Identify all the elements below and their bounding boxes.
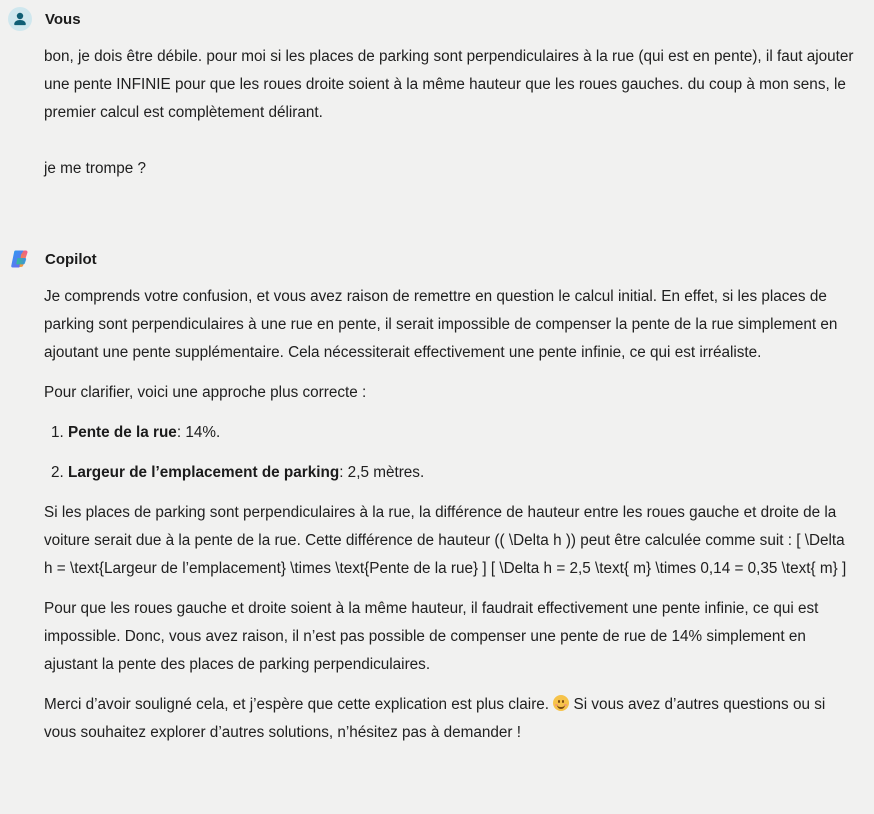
closing-text-start: Merci d’avoir souligné cela, et j’espère que cette explication est plus claire. [44, 696, 550, 713]
user-message-header [8, 7, 81, 31]
copilot-closing-paragraph [44, 691, 856, 747]
user-message-body [44, 43, 856, 183]
list-item-label: Largeur de l’emplacement de parking [68, 464, 340, 481]
closing-text-end: Si vous avez d’autres questions ou si vous souhaitez explorer d’autres solutions, n’hésitez pas à demander ! [44, 696, 826, 741]
list-item [68, 419, 856, 447]
copilot-clarify-paragraph: Pour clarifier, voici une approche plus correcte : [44, 384, 367, 401]
user-paragraph: je me trompe ? [44, 160, 147, 177]
copilot-conclusion-paragraph: Pour que les roues gauche et droite soient à la même hauteur, il faudrait effectivement une pente infinie, ce qui est impossible. Donc, vous avez raison, il n’est pas possible de compenser une pente de rue de 14% simplement en ajustant la pente des places de parking perpendiculaires. [44, 600, 819, 673]
copilot-intro-paragraph: Je comprends votre confusion, et vous avez raison de remettre en question le calcul initial. En effet, si les places de parking sont perpendiculaires à une rue en pente, il serait impossible de compenser la pente de la rue simplement en ajoutant une pente supplémentaire. Cela nécessiterait effectivement une pente infinie, ce qui est irréaliste. [44, 288, 838, 361]
user-author-name: Vous [45, 10, 81, 28]
user-paragraph: bon, je dois être débile. pour moi si les places de parking sont perpendiculaires à la rue (qui est en pente), il faut ajouter une pente INFINIE pour que les roues droite soient à la même hauteur que les roues gauches. du coup à mon sens, le premier calcul est complètement délirant. [44, 48, 854, 121]
list-item [68, 459, 856, 487]
list-item-value: : 14%. [176, 424, 221, 441]
copilot-author-name: Copilot [45, 250, 97, 268]
smiling-face-icon [553, 695, 569, 711]
list-item-value: : 2,5 mètres. [339, 464, 425, 481]
copilot-logo-icon [8, 247, 32, 271]
copilot-explanation-paragraph: Si les places de parking sont perpendiculaires à la rue, la différence de hauteur entre les roues gauche et droite de la voiture serait due à la pente de la rue. Cette différence de hauteur (( \Delta h )) peut être calculée comme suit : [ \Delta h = \text{Largeur de l’emplacement} \times \text{Pente de la rue} ] [ \Delta h = 2,5 \text{ m} \times 0,14 = 0,35 \text{ m} ] [44, 504, 847, 577]
copilot-message-body [44, 283, 856, 747]
copilot-numbered-list [44, 419, 856, 487]
user-avatar-icon [8, 7, 32, 31]
list-item-label: Pente de la rue [68, 424, 177, 441]
copilot-message-header [8, 247, 97, 271]
